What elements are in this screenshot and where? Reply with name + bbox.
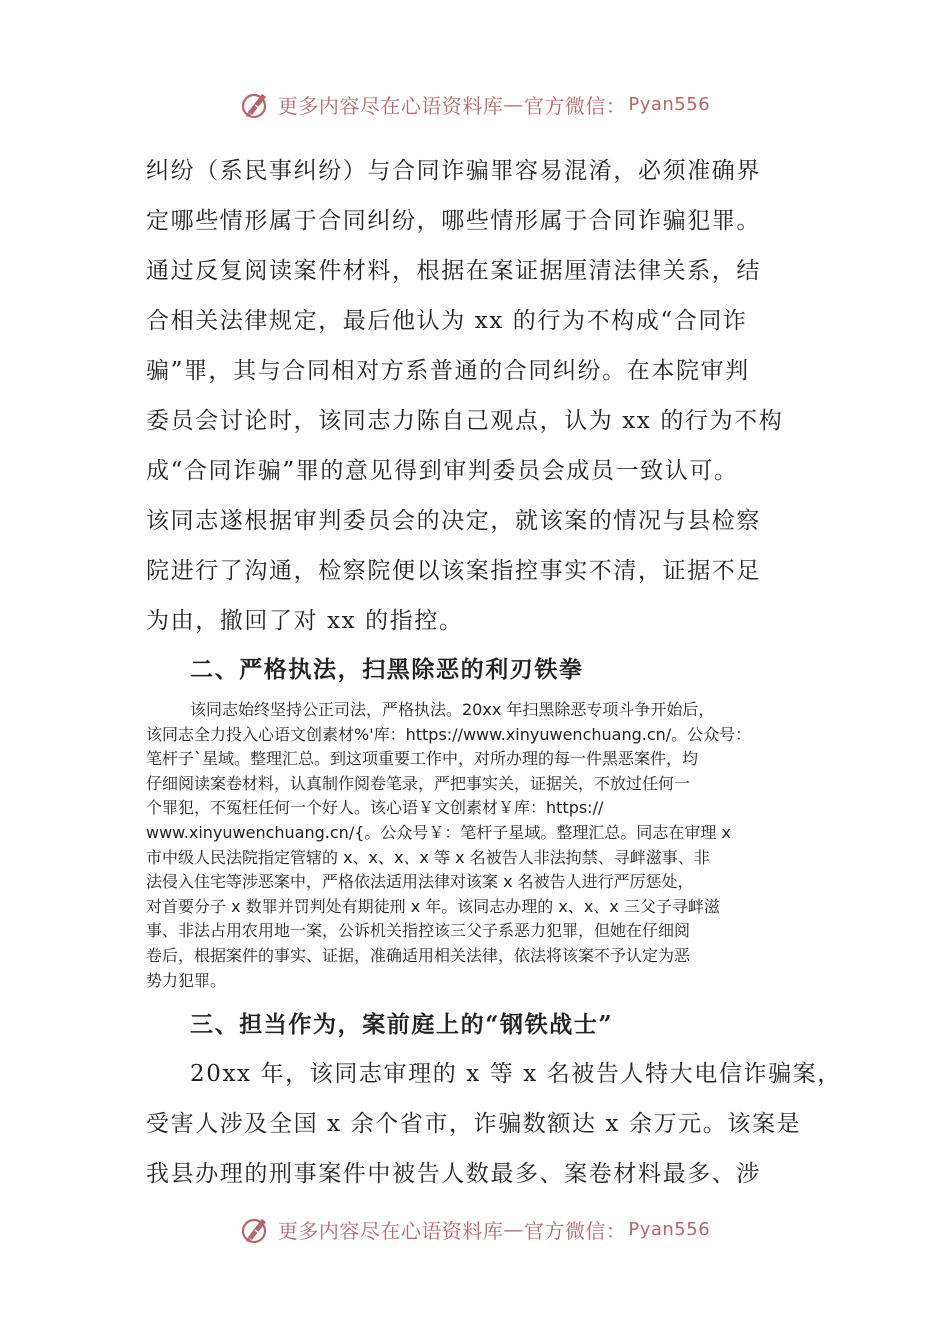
text-line: 通过反复阅读案件材料，根据在案证据厘清法律关系，结	[146, 258, 761, 284]
text-line: 20xx 年，该同志审理的 x 等 x 名被告人特大电信诈骗案，	[190, 1061, 842, 1088]
text-line: 定哪些情形属于合同纠纷，哪些情形属于合同诈骗犯罪。	[146, 208, 761, 234]
text-line: 法侵入住宅等涉恶案中，严格依法适用法律对该案 x 名被告人进行严厉惩处，	[146, 872, 694, 892]
document-body	[146, 146, 842, 1199]
watermark-wechat-id: Pyan556	[628, 93, 711, 115]
text-line: 笔杆子`星域。整理汇总。到这项重要工作中，对所办理的每一件黑恶案件，均	[146, 749, 699, 769]
paragraph-2	[146, 698, 816, 993]
section-heading-3: 三、担当作为，案前庭上的“钢铁战士”	[190, 1011, 614, 1039]
text-line: 势力犯罪。	[146, 970, 227, 990]
text-line: www.xinyuwenchuang.cn/{。公众号￥：笔杆子星域。整理汇总。同志在审理 x	[146, 822, 731, 842]
text-line: 我县办理的刑事案件中被告人数最多、案卷材料最多、涉	[146, 1161, 761, 1188]
text-line: 卷后，根据案件的事实、证据，准确适用相关法律，依法将该案不予认定为恶	[146, 945, 691, 965]
text-line: 该同志始终坚持公正司法，严格执法。20xx 年扫黑除恶专项斗争开始后，	[190, 700, 715, 719]
text-line: 个罪犯，不冤枉任何一个好人。该心语￥文创素材￥库：https://	[146, 798, 604, 818]
watermark-text: 更多内容尽在心语资料库	[277, 1218, 504, 1243]
text-line: 事、非法占用农用地一案，公诉机关指控该三父子系恶力犯罪，但她在仔细阅	[146, 921, 691, 941]
text-line: 市中级人民法院指定管辖的 x、x、x、x 等 x 名被告人非法拘禁、寻衅滋事、非	[146, 847, 710, 867]
text-line: 为由，撤回了对 xx 的指控。	[146, 608, 464, 634]
text-line: 成“合同诈骗”罪的意见得到审判委员会成员一致认可。	[146, 458, 739, 484]
section-heading-2: 二、严格执法，扫黑除恶的利刃铁拳	[190, 656, 584, 683]
text-line: 骗”罪，其与合同相对方系普通的合同纠纷。在本院审判	[146, 358, 750, 384]
watermark-text: 更多内容尽在心语资料库	[277, 93, 504, 118]
paragraph-3	[146, 1049, 842, 1199]
text-line: 合相关法律规定，最后他认为 xx 的行为不构成“合同诈	[146, 308, 748, 334]
watermark-label: 官方微信：	[523, 93, 627, 118]
watermark-separator: —	[503, 1217, 524, 1241]
text-line: 委员会讨论时，该同志力陈自己观点，认为 xx 的行为不构	[146, 408, 784, 434]
footer-watermark	[0, 1209, 950, 1249]
paragraph-1	[146, 146, 816, 646]
text-line: 该同志遂根据审判委员会的决定，就该案的情况与县检察	[146, 508, 761, 534]
text-line: 对首要分子 x 数罪并罚判处有期徒刑 x 年。该同志办理的 x、x、x 三父子寻衅滋	[146, 896, 720, 916]
pen-nib-logo-icon	[240, 88, 272, 120]
text-line: 纠纷（系民事纠纷）与合同诈骗罪容易混淆，必须准确界	[146, 158, 761, 184]
watermark-label: 官方微信：	[523, 1218, 627, 1243]
watermark-wechat-id: Pyan556	[628, 1218, 711, 1240]
pen-nib-logo-icon	[240, 1213, 272, 1245]
header-watermark	[0, 84, 950, 124]
watermark-separator: —	[503, 92, 524, 116]
text-line: 院进行了沟通，检察院便以该案指控事实不清，证据不足	[146, 558, 761, 584]
text-line: 仔细阅读案卷材料，认真制作阅卷笔录，严把事实关，证据关，不放过任何一	[146, 773, 691, 793]
text-line: 受害人涉及全国 x 余个省市，诈骗数额达 x 余万元。该案是	[146, 1111, 802, 1138]
text-line: 该同志全力投入心语文创素材%'库：https://www.xinyuwenchuang.cn/。公众号：	[146, 724, 752, 744]
